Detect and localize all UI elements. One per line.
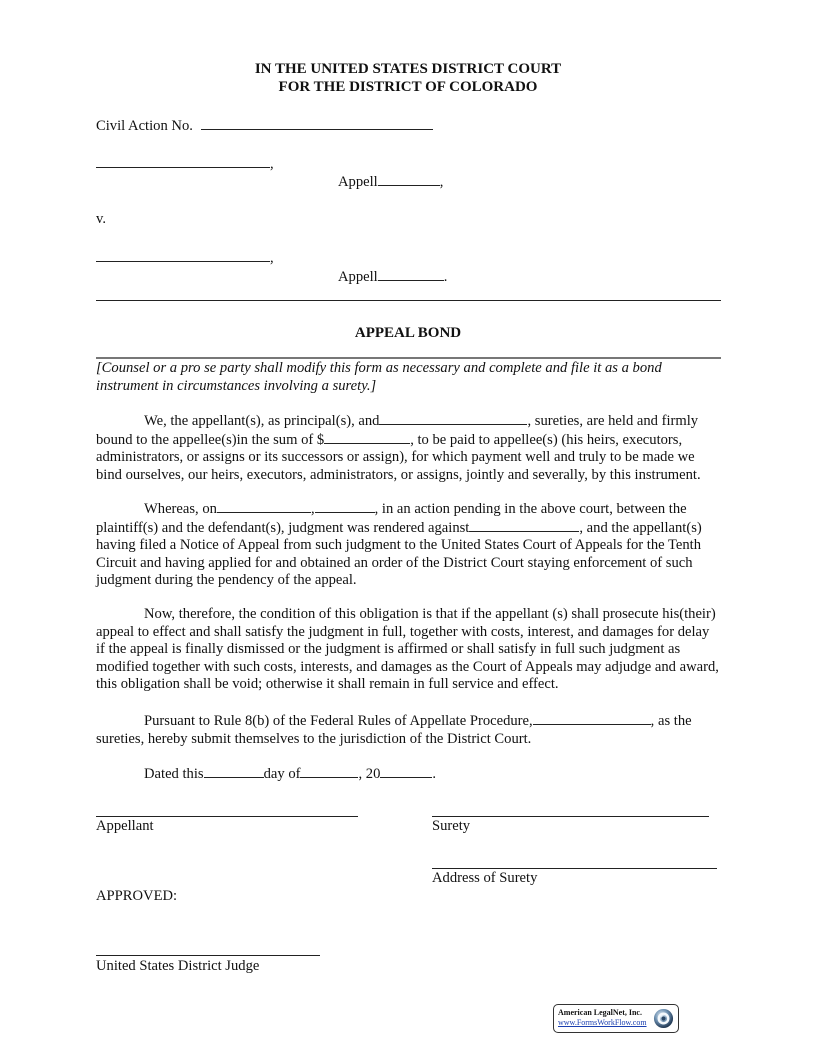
dated-day-field[interactable] xyxy=(204,765,264,778)
p2-text-a: Whereas, on xyxy=(144,501,217,517)
appellant-signature-label: Appellant xyxy=(96,818,154,834)
americanlegalnet-logo[interactable] xyxy=(553,1004,679,1033)
party2-name-field[interactable] xyxy=(96,249,270,262)
period: . xyxy=(443,269,448,285)
dated-text-c: , 20 xyxy=(358,766,381,782)
p1-text-b: , sureties, are held and firmly bound to the appellee(s)in the sum of $ xyxy=(96,413,699,448)
judgment-date-field[interactable] xyxy=(217,500,311,513)
comma: , xyxy=(439,174,444,190)
dated-row xyxy=(144,765,436,783)
dated-text-a: Dated this xyxy=(144,766,204,782)
title-divider xyxy=(96,357,721,359)
comma: , xyxy=(270,250,274,266)
judge-signature-line[interactable] xyxy=(96,955,320,956)
document-title: APPEAL BOND xyxy=(354,325,462,341)
surety-signature-label: Surety xyxy=(432,818,471,834)
civil-action-number-field[interactable] xyxy=(201,117,433,130)
party1-role-row xyxy=(338,173,443,191)
approved-label: APPROVED: xyxy=(96,888,178,904)
surety-signature-line[interactable] xyxy=(432,816,709,817)
civil-action-row xyxy=(96,117,433,135)
bond-paragraph-3 xyxy=(96,606,720,694)
logo-url-link[interactable]: www.FormsWorkFlow.com xyxy=(558,1018,647,1027)
bond-paragraph-2: Whereas, on , , in an action pending in the above court, between the plaintiff(s) and the defendant(s), judgment was rendered against , and the appellant(s) having filed a Notice of Appeal from such judgment to the United States Court of Appeals for the Tenth Circuit and having applied for and obtained an order of the District Court staying enforcement of such judgment during the pendency of the appeal. xyxy=(96,501,702,589)
court-heading-line2: FOR THE DISTRICT OF COLORADO xyxy=(278,79,538,95)
dated-text-d: . xyxy=(432,766,437,782)
p3-text: Now, therefore, the condition of this obligation is that if the appellant (s) shall prosecute his(their) appeal to effect and shall satisfy the judgment in full, together with costs, interest, and damages for delay if the appeal is finally dismissed or the judgment is affirmed or shall satisfy in full such judgment as modified together with such costs, interests, and damages as the Court of Appeals may adjudge and award, this obligation shall be void; otherwise it shall remain in full service and effect. xyxy=(96,606,719,693)
party2-role-row xyxy=(338,268,447,286)
dated-month-field[interactable] xyxy=(300,765,358,778)
bond-paragraph-1 xyxy=(96,412,720,484)
p4-text-b: , as the sureties, hereby submit themselves to the jurisdiction of the District Court. xyxy=(96,713,692,747)
comma: , xyxy=(270,156,274,172)
party1-name-row xyxy=(96,155,274,173)
dated-text-b: day of xyxy=(263,766,301,782)
bond-sum-field[interactable] xyxy=(324,431,410,444)
party1-role-label: Appell xyxy=(338,174,378,190)
bond-paragraph-4 xyxy=(96,712,720,748)
p1-text-c: , to be paid to appellee(s) (his heirs, executors, administrators, or assigns or its successors or assign), for which payment well and truly to be made we bind ourselves, our heirs, executors, administrators, or assigns, jointly and severally, by this instrument. xyxy=(96,431,701,483)
p4-text-a: Pursuant to Rule 8(b) of the Federal Rules of Appellate Procedure, xyxy=(144,713,533,729)
civil-action-label: Civil Action No. xyxy=(96,118,193,134)
court-heading-line1: IN THE UNITED STATES DISTRICT COURT xyxy=(254,61,562,77)
appellant-signature-line[interactable] xyxy=(96,816,358,817)
globe-icon xyxy=(653,1008,674,1029)
p2-text-b: , in an action pending in the above court, between the plaintiff(s) and the defendant(s), judgment was rendered against xyxy=(96,501,687,536)
judge-signature-label: United States District Judge xyxy=(96,958,260,974)
instruction-note: [Counsel or a pro se party shall modify this form as necessary and complete and file it as a bond instrument in circumstances involving a surety.] xyxy=(96,360,662,394)
logo-company-name: American LegalNet, Inc. xyxy=(558,1008,642,1017)
caption-divider xyxy=(96,300,721,301)
versus-label: v. xyxy=(96,211,106,227)
surety-address-line[interactable] xyxy=(432,868,717,869)
party1-role-suffix-field[interactable] xyxy=(378,173,440,186)
rule8-sureties-field[interactable] xyxy=(533,712,651,725)
sureties-field[interactable] xyxy=(379,412,527,425)
party2-role-label: Appell xyxy=(338,269,378,285)
party2-name-row xyxy=(96,249,274,267)
judgment-against-field[interactable] xyxy=(469,519,579,532)
p2-text-c: , and the appellant(s) having filed a Notice of Appeal from such judgment to the United States Court of Appeals for the Tenth Circuit and having applied for and obtained an order of the District Court staying enforcement of such judgment during the pendency of the appeal. xyxy=(96,519,702,589)
party1-name-field[interactable] xyxy=(96,155,270,168)
dated-year-field[interactable] xyxy=(380,765,432,778)
party2-role-suffix-field[interactable] xyxy=(378,268,444,281)
judgment-year-field[interactable] xyxy=(315,500,375,513)
surety-address-label: Address of Surety xyxy=(432,870,538,886)
p1-text-a: We, the appellant(s), as principal(s), and xyxy=(144,413,380,429)
